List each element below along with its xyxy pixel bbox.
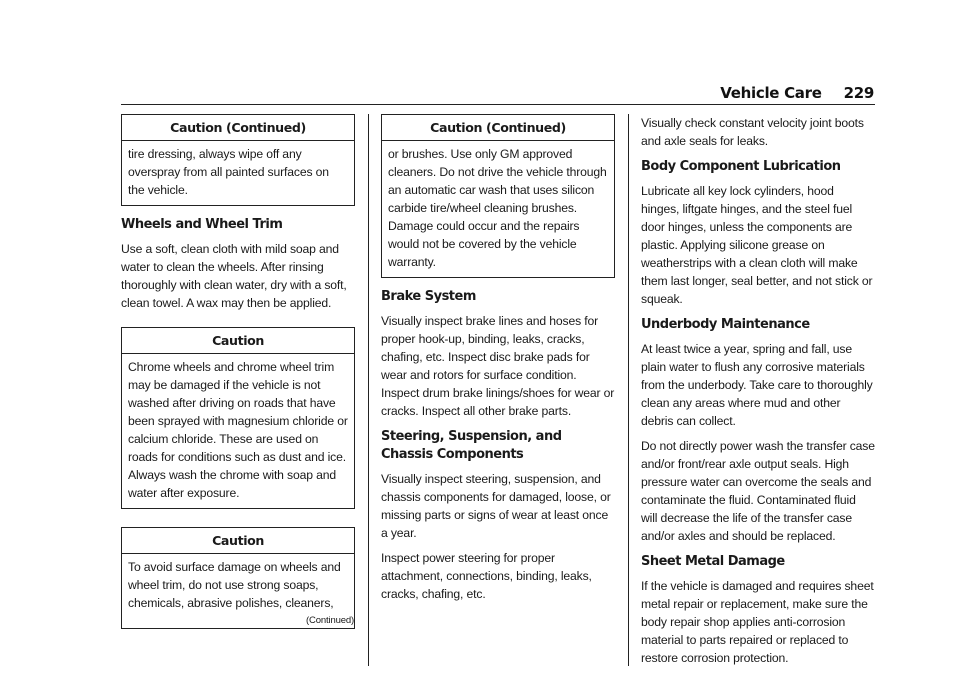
section-heading-steering: Steering, Suspension, and Chassis Components	[381, 429, 562, 462]
paragraph-underbody-2: Do not directly power wash the transfer case and/or front/rear axle output seals. High pressure water can overcome the seals and contaminate the fluid. Contaminated fluid will decrease the life of the transfer case and/or axles and should be replaced.	[641, 439, 875, 543]
caution-box-continued	[381, 114, 615, 278]
caution-title: Caution (Continued)	[382, 115, 614, 141]
caution-text: tire dressing, always wipe off any overspray from all painted surfaces on the vehicle.	[128, 147, 329, 197]
caution-title: Caution	[122, 328, 354, 354]
column-2	[381, 114, 615, 610]
section-title: Vehicle Care	[720, 84, 822, 102]
section-heading-sheet-metal: Sheet Metal Damage	[641, 554, 785, 569]
column-divider-2	[628, 114, 629, 666]
caution-title: Caution	[122, 528, 354, 554]
caution-text: or brushes. Use only GM approved cleaners. Do not drive the vehicle through an automatic car wash that uses silicon carbide tire/wheel cleaning brushes. Damage could occur and the repairs would not be covered by the vehicle warranty.	[388, 147, 607, 269]
column-3	[641, 114, 875, 674]
paragraph-cv-joints: Visually check constant velocity joint boots and axle seals for leaks.	[641, 116, 864, 148]
running-header	[720, 84, 874, 102]
caution-text: Chrome wheels and chrome wheel trim may be damaged if the vehicle is not washed after driving on roads that have been sprayed with magnesium chloride or calcium chloride. These are used on roads for conditions such as dust and ice. Always wash the chrome with soap and water after exposure.	[128, 360, 348, 500]
continued-label: (Continued)	[306, 615, 354, 626]
paragraph-wheels: Use a soft, clean cloth with mild soap and water to clean the wheels. After rinsing thoroughly with clean water, dry with a soft, clean towel. A wax may then be applied.	[121, 242, 347, 310]
paragraph-brake: Visually inspect brake lines and hoses for proper hook-up, binding, leaks, cracks, chafing, etc. Inspect disc brake pads for wear and rotors for surface condition. Inspect drum brake linings/shoes for wear or cracks. Inspect all other brake parts.	[381, 314, 615, 418]
page-number: 229	[843, 84, 874, 102]
caution-title: Caution (Continued)	[122, 115, 354, 141]
paragraph-underbody-1: At least twice a year, spring and fall, use plain water to flush any corrosive materials from the underbody. Take care to thoroughly clean any areas where mud and other debris can collect.	[641, 342, 873, 428]
section-heading-lubrication: Body Component Lubrication	[641, 159, 841, 174]
column-divider-1	[368, 114, 369, 666]
header-rule	[121, 104, 875, 105]
column-1	[121, 114, 355, 639]
section-heading-underbody: Underbody Maintenance	[641, 317, 810, 332]
paragraph-steering-2: Inspect power steering for proper attachment, connections, binding, leaks, cracks, chafing, etc.	[381, 551, 592, 601]
caution-box-chrome	[121, 327, 355, 509]
paragraph-lubrication: Lubricate all key lock cylinders, hood hinges, liftgate hinges, and the steel fuel door hinges, unless the components are plastic. Applying silicone grease on weatherstrips with a clean cloth will make them last longer, seal better, and not stick or squeak.	[641, 184, 873, 306]
section-heading-brake: Brake System	[381, 289, 476, 304]
caution-box-surface	[121, 527, 355, 629]
section-heading-wheels: Wheels and Wheel Trim	[121, 217, 283, 232]
caution-box-continued	[121, 114, 355, 206]
paragraph-steering-1: Visually inspect steering, suspension, and chassis components for damaged, loose, or missing parts or signs of wear at least once a year.	[381, 472, 611, 540]
paragraph-sheet-metal: If the vehicle is damaged and requires sheet metal repair or replacement, make sure the body repair shop applies anti-corrosion material to parts repaired or replaced to restore corrosion protection.	[641, 579, 874, 665]
caution-text: To avoid surface damage on wheels and wheel trim, do not use strong soaps, chemicals, abrasive polishes, cleaners,	[128, 560, 341, 610]
